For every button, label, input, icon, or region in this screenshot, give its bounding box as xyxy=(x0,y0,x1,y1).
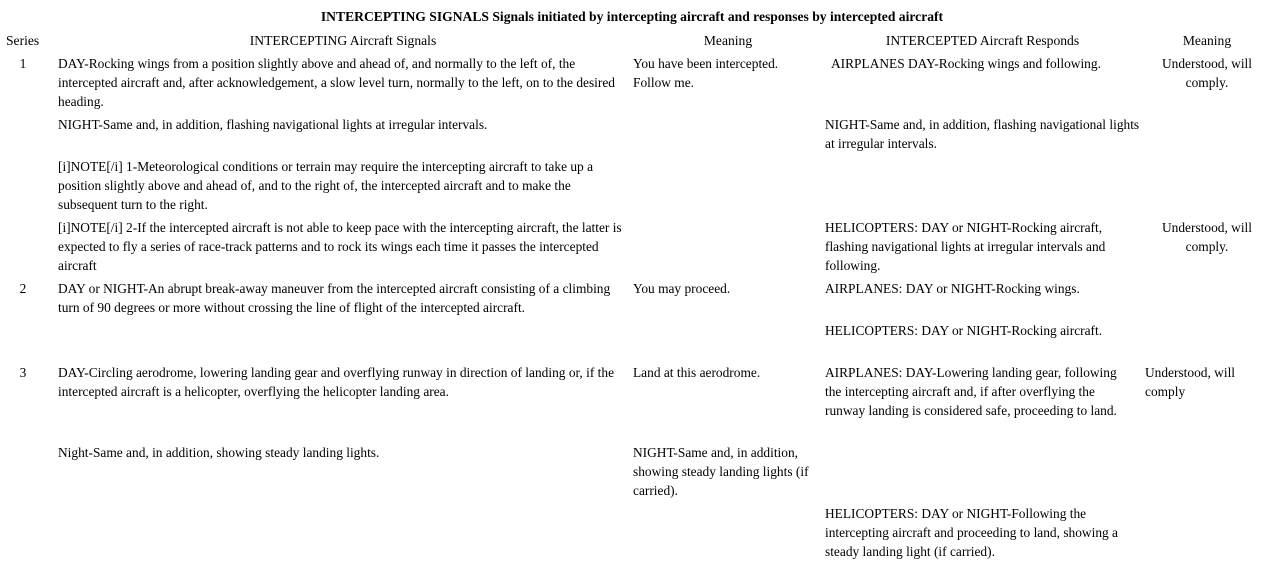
row-signal: DAY-Circling aerodrome, lowering landing gear and overflying runway in direction of landing or, if the intercepted aircraft is a helicopter, overflying the helicopter landing area. xyxy=(58,365,615,399)
row-response: HELICOPTERS: DAY or NIGHT-Following the intercepting aircraft and proceeding to land, showing a steady landing light (if carried). xyxy=(825,506,1118,559)
row-signal: DAY or NIGHT-An abrupt break-away maneuver from the intercepted aircraft consisting of a climbing turn of 90 degrees or more without crossing the line of flight of the intercepted aircraft. xyxy=(58,281,611,315)
header-intercepted-responds: INTERCEPTED Aircraft Responds xyxy=(885,33,1080,48)
header-meaning-2: Meaning xyxy=(1182,33,1232,48)
header-meaning-1: Meaning xyxy=(703,33,753,48)
row-signal-note: [i]NOTE[/i] 2-If the intercepted aircraft is not able to keep pace with the intercepting aircraft, the latter is expected to fly a series of race-track patterns and to rock its wings each time it passes the intercepted aircraft xyxy=(58,220,622,273)
row-meaning: You may proceed. xyxy=(633,281,731,296)
row-series: 3 xyxy=(19,365,27,380)
row-response-meaning: Understood, will comply. xyxy=(1161,56,1252,90)
row-response: AIRPLANES: DAY or NIGHT-Rocking wings. xyxy=(825,281,1080,296)
row-response: NIGHT-Same and, in addition, flashing navigational lights at irregular intervals. xyxy=(825,117,1140,151)
row-response: AIRPLANES DAY-Rocking wings and following. xyxy=(831,56,1101,71)
row-meaning: NIGHT-Same and, in addition, showing steady landing lights (if carried). xyxy=(633,445,809,498)
row-signal: NIGHT-Same and, in addition, flashing navigational lights at irregular intervals. xyxy=(58,117,488,132)
row-signal: DAY-Rocking wings from a position slightly above and ahead of, and normally to the left of, the intercepted aircraft and, after acknowledgement, a slow level turn, normally to the left, on to the desired heading. xyxy=(58,56,615,109)
row-meaning: Land at this aerodrome. xyxy=(633,365,761,380)
row-series: 2 xyxy=(19,281,27,296)
row-series: 1 xyxy=(19,56,27,71)
header-intercepting-signals: INTERCEPTING Aircraft Signals xyxy=(249,33,437,48)
row-meaning: You have been intercepted. Follow me. xyxy=(633,56,779,90)
row-response: AIRPLANES: DAY-Lowering landing gear, following the intercepting aircraft and, if after overflying the runway landing is considered safe, proceeding to land. xyxy=(825,365,1117,418)
row-response: HELICOPTERS: DAY or NIGHT-Rocking aircraft. xyxy=(825,323,1103,338)
document-title: INTERCEPTING SIGNALS Signals initiated by intercepting aircraft and responses by intercepted aircraft xyxy=(320,9,944,24)
row-signal: Night-Same and, in addition, showing steady landing lights. xyxy=(58,445,380,460)
row-signal-note: [i]NOTE[/i] 1-Meteorological conditions or terrain may require the intercepting aircraft to take up a position slightly above and ahead of, and to the right of, the intercepted aircraft and to make the subsequent turn to the right. xyxy=(58,159,594,212)
header-series: Series xyxy=(6,33,40,48)
row-response-meaning: Understood, will comply. xyxy=(1161,220,1252,254)
row-response: HELICOPTERS: DAY or NIGHT-Rocking aircraft, flashing navigational lights at irregular intervals and following. xyxy=(825,220,1106,273)
row-response-meaning: Understood, will comply xyxy=(1145,365,1236,399)
